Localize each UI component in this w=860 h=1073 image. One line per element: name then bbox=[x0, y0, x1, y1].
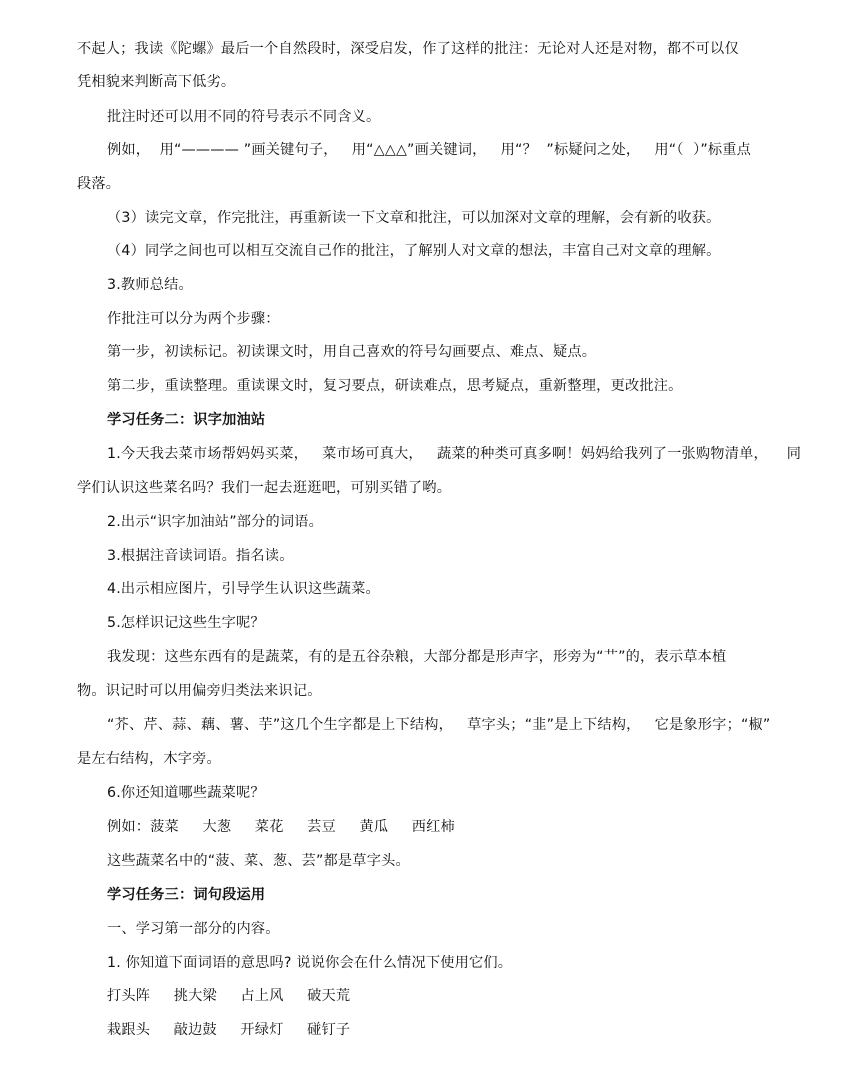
paragraph-line: （3）读完文章，作完批注，再重新读一下文章和批注，可以加深对文章的理解，会有新的收获。 bbox=[107, 210, 721, 226]
paragraph-line: 例如， 用“———— ”画关键句子， 用“△△△”画关键词， 用“？ ”标疑问之处， 用“（ ）”标重点 bbox=[107, 142, 752, 158]
paragraph-line: 第一步，初读标记。初读课文时，用自己喜欢的符号勾画要点、难点、疑点。 bbox=[107, 344, 597, 360]
paragraph-line: 第二步，重读整理。重读课文时，复习要点，研读难点，思考疑点，重新整理，更改批注。 bbox=[107, 378, 683, 394]
paragraph-line: （4）同学之间也可以相互交流自己作的批注，了解别人对文章的想法，丰富自己对文章的理解。 bbox=[107, 243, 721, 259]
paragraph-line: “芥、芹、蒜、藕、薯、芋”这几个生字都是上下结构， 草字头；“韭”是上下结构， 它是象形字；“椒” bbox=[107, 717, 771, 733]
paragraph-line: 5.怎样识记这些生字呢？ bbox=[107, 615, 265, 631]
section-heading: 学习任务二：识字加油站 bbox=[107, 412, 266, 428]
paragraph-line: 3.教师总结。 bbox=[107, 277, 193, 293]
paragraph-line: 是左右结构，木字旁。 bbox=[77, 751, 221, 767]
paragraph-line: 1. 你知道下面词语的意思吗? 说说你会在什么情况下使用它们。 bbox=[107, 955, 513, 971]
paragraph-line: 1.今天我去菜市场帮妈妈买菜， 菜市场可真大， 蔬菜的种类可真多啊！妈妈给我列了一张购物清单， 同 bbox=[107, 446, 802, 462]
paragraph-line: 这些蔬菜名中的“菠、菜、葱、芸”都是草字头。 bbox=[107, 853, 410, 869]
paragraph-line: 4.出示相应图片，引导学生认识这些蔬菜。 bbox=[107, 581, 380, 597]
paragraph-line: 6.你还知道哪些蔬菜呢？ bbox=[107, 785, 265, 801]
paragraph-line: 作批注可以分为两个步骤： bbox=[107, 311, 280, 327]
paragraph-line: 批注时还可以用不同的符号表示不同含义。 bbox=[107, 109, 381, 125]
paragraph-line: 我发现：这些东西有的是蔬菜，有的是五谷杂粮，大部分都是形声字，形旁为“艹”的，表示草本植 bbox=[107, 649, 727, 665]
section-heading: 学习任务三：词句段运用 bbox=[107, 887, 266, 903]
paragraph-line: 例如：菠菜 大葱 菜花 芸豆 黄瓜 西红柿 bbox=[107, 819, 455, 835]
paragraph-line: 段落。 bbox=[77, 176, 121, 192]
paragraph-line: 2.出示“识字加油站”部分的词语。 bbox=[107, 514, 324, 530]
paragraph-line: 学们认识这些菜名吗？我们一起去逛逛吧，可别买错了哟。 bbox=[77, 480, 452, 496]
paragraph-line: 打头阵 挑大梁 占上风 破天荒 bbox=[107, 988, 351, 1004]
paragraph-line: 凭相貌来判断高下低劣。 bbox=[77, 74, 236, 90]
paragraph-line: 一、学习第一部分的内容。 bbox=[107, 921, 280, 937]
paragraph-line: 不起人；我读《陀螺》最后一个自然段时，深受启发，作了这样的批注：无论对人还是对物，都不可以仅 bbox=[77, 41, 739, 57]
paragraph-line: 3.根据注音读词语。指名读。 bbox=[107, 548, 294, 564]
paragraph-line: 栽跟头 敲边鼓 开绿灯 碰钉子 bbox=[107, 1022, 351, 1038]
paragraph-line: 物。识记时可以用偏旁归类法来识记。 bbox=[77, 683, 322, 699]
